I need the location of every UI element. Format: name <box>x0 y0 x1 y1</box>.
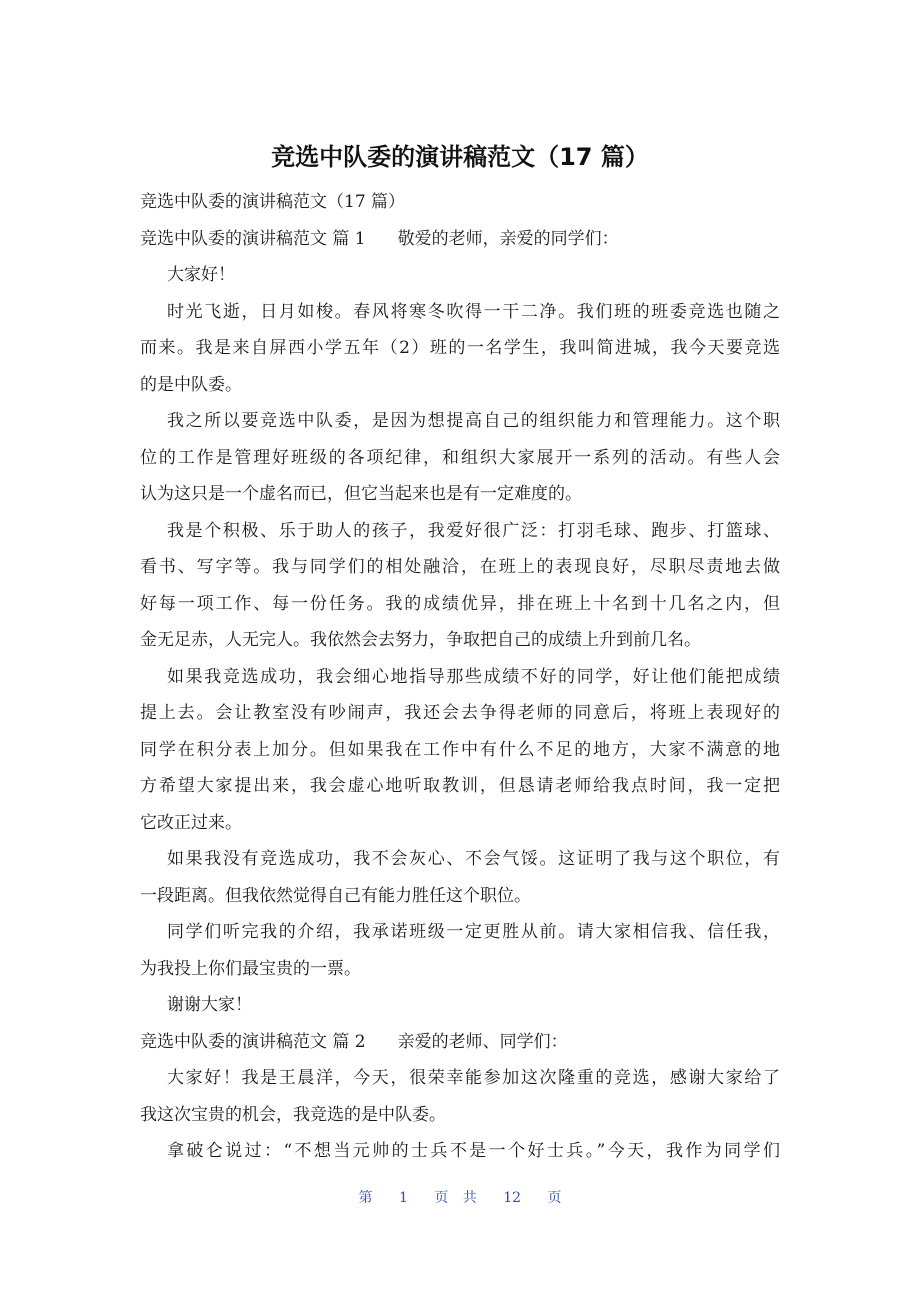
paragraph-line: 方希望大家提出来，我会虚心地听取教训，但恳请老师给我点时间，我一定把 <box>140 776 780 796</box>
paragraph-line: 提上去。会让教室没有吵闹声，我还会去争得老师的同意后，将班上表现好的 <box>140 703 780 723</box>
footer-label-of: 页 共 <box>434 1190 477 1206</box>
paragraph-line: 同学们听完我的介绍，我承诺班级一定更胜从前。请大家相信我、信任我， <box>167 922 780 942</box>
paragraph-line: 我之所以要竞选中队委，是因为想提高自己的组织能力和管理能力。这个职 <box>167 411 780 431</box>
paragraph-line: 金无足赤，人无完人。我依然会去努力，争取把自己的成绩上升到前几名。 <box>140 630 701 650</box>
paragraph-line: 拿破仑说过：“不想当元帅的士兵不是一个好士兵。”今天，我作为同学们 <box>167 1141 780 1161</box>
footer-label-end: 页 <box>547 1190 562 1206</box>
paragraph-line: 认为这只是一个虚名而已，但它当起来也是有一定难度的。 <box>140 484 582 504</box>
document-title: 竞选中队委的演讲稿范文（17 篇） <box>271 143 649 171</box>
paragraph-line: 看书、写字等。我与同学们的相处融洽，在班上的表现良好，尽职尽责地去做 <box>140 557 780 577</box>
paragraph-line: 而来。我是来自屏西小学五年（2）班的一名学生，我叫简进城，我今天要竞选 <box>140 338 780 358</box>
paragraph-line: 同学在积分表上加分。但如果我在工作中有什么不足的地方，大家不满意的地 <box>140 739 780 760</box>
section-1-heading: 竞选中队委的演讲稿范文 篇 1 <box>140 228 366 249</box>
footer-current-page: 1 <box>398 1190 408 1206</box>
section-1-heading-line <box>140 221 780 258</box>
page-footer <box>0 1186 920 1210</box>
paragraph-line: 谢谢大家！ <box>167 995 252 1015</box>
document-subtitle: 竞选中队委的演讲稿范文（17 篇） <box>140 192 406 212</box>
paragraph-line: 我是个积极、乐于助人的孩子，我爱好很广泛：打羽毛球、跑步、打篮球、 <box>167 520 780 541</box>
footer-total-pages: 12 <box>503 1190 522 1206</box>
paragraph-line: 如果我没有竞选成功，我不会灰心、不会气馁。这证明了我与这个职位，有 <box>167 849 780 869</box>
section-1-salutation: 敬爱的老师，亲爱的同学们： <box>397 228 619 249</box>
paragraph-line: 为我投上你们最宝贵的一票。 <box>140 958 361 979</box>
paragraph-line: 如果我竞选成功，我会细心地指导那些成绩不好的同学，好让他们能把成绩 <box>167 666 780 687</box>
document-body <box>140 184 780 1170</box>
section-2-heading: 竞选中队委的演讲稿范文 篇 2 <box>140 1031 366 1052</box>
paragraph-line: 一段距离。但我依然觉得自己有能力胜任这个职位。 <box>140 885 531 906</box>
paragraph-line: 它改正过来。 <box>140 812 242 833</box>
footer-label-page: 第 <box>358 1190 373 1206</box>
paragraph-line: 好每一项工作、每一份任务。我的成绩优异，排在班上十名到十几名之内，但 <box>140 593 780 614</box>
paragraph-line: 时光飞逝，日月如梭。春风将寒冬吹得一干二净。我们班的班委竞选也随之 <box>167 301 780 322</box>
paragraph-line: 位的工作是管理好班级的各项纪律，和组织大家展开一系列的活动。有些人会 <box>140 447 780 468</box>
paragraph-line: 大家好！我是王晨洋，今天，很荣幸能参加这次隆重的竞选，感谢大家给了 <box>167 1068 780 1088</box>
paragraph-line: 我这次宝贵的机会，我竞选的是中队委。 <box>140 1104 446 1125</box>
section-2-salutation: 亲爱的老师、同学们： <box>397 1031 568 1052</box>
paragraph-line: 大家好！ <box>167 265 235 285</box>
paragraph-line: 的是中队委。 <box>140 374 242 395</box>
section-2-heading-line <box>140 1024 780 1061</box>
